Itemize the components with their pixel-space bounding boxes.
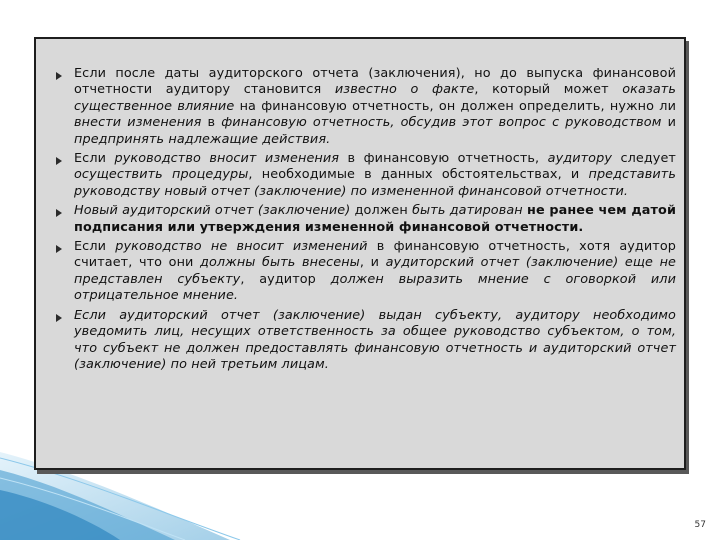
arrow-bullet-icon bbox=[56, 157, 62, 165]
arrow-bullet-icon bbox=[56, 314, 62, 322]
text-segment: , и bbox=[359, 255, 386, 271]
bullet-text bbox=[74, 151, 676, 200]
bullet-text bbox=[74, 66, 676, 148]
text-segment: предпринять надлежащие действия. bbox=[74, 131, 331, 147]
text-segment: Если bbox=[74, 239, 116, 255]
text-segment: представить руководству новый отчет (заключение) по измененной финансовой отчетности. bbox=[74, 167, 676, 199]
bullet-text bbox=[74, 308, 676, 374]
bullet-list bbox=[48, 66, 676, 376]
text-segment: , необходимые в данных обстоятельствах, и bbox=[248, 167, 589, 183]
arrow-bullet-icon bbox=[56, 245, 62, 253]
arrow-bullet-icon bbox=[56, 209, 62, 217]
list-item bbox=[48, 66, 676, 148]
text-segment: аудиторский отчет (заключение) еще не представлен субъекту bbox=[74, 255, 677, 287]
arrow-bullet-icon bbox=[56, 72, 62, 80]
text-segment: Если после даты аудиторского отчета (заключения), но до выпуска финансовой отчетности аудитору становится bbox=[74, 66, 676, 98]
text-segment: в финансовую отчетность, хотя аудитор считает, что они bbox=[74, 239, 677, 271]
text-segment: и bbox=[661, 115, 676, 131]
text-segment: оказать существенное влияние bbox=[74, 82, 676, 114]
text-segment: внести изменения bbox=[74, 115, 202, 131]
bullet-text bbox=[74, 239, 676, 305]
list-item bbox=[48, 308, 676, 374]
text-segment: Если bbox=[74, 151, 115, 167]
text-segment: аудитору bbox=[547, 151, 613, 167]
text-segment: в bbox=[201, 115, 222, 131]
text-segment: известно о факте bbox=[334, 82, 475, 98]
text-segment: , аудитор bbox=[240, 271, 331, 287]
text-segment: Новый аудиторский отчет (заключение) bbox=[74, 203, 351, 219]
text-segment: не ранее чем датой подписания или утверждения измененной финансовой отчетности. bbox=[74, 203, 677, 235]
text-segment: осуществить процедуры bbox=[74, 167, 249, 183]
text-segment: следует bbox=[612, 151, 676, 167]
page-number: 57 bbox=[694, 520, 706, 530]
text-segment: финансовую отчетность, обсудив этот вопрос с руководством bbox=[221, 115, 662, 131]
text-segment: должен bbox=[350, 203, 413, 219]
list-item bbox=[48, 239, 676, 305]
text-segment: должны быть внесены bbox=[200, 255, 360, 271]
text-segment: руководство вносит изменения bbox=[114, 151, 340, 167]
text-segment: Если аудиторский отчет (заключение) выдан субъекту, аудитору необходимо уведомить лиц, несущих ответственность за общее руководство субъектом, о том, что субъект не должен предоставлять финансовую отчетность и аудиторский отчет (заключение) по ней третьим лицам. bbox=[74, 307, 676, 372]
text-segment: должен выразить мнение с оговоркой или отрицательное мнение. bbox=[74, 271, 676, 304]
list-item bbox=[48, 151, 676, 200]
list-item bbox=[48, 203, 676, 236]
text-segment: на финансовую отчетность, он должен определить, нужно ли bbox=[234, 98, 676, 114]
text-segment: быть датирован bbox=[412, 203, 523, 219]
text-segment: , который может bbox=[474, 82, 623, 98]
bullet-text bbox=[74, 203, 676, 236]
text-segment: руководство не вносит изменений bbox=[115, 239, 368, 255]
text-segment: в финансовую отчетность, bbox=[339, 151, 548, 167]
